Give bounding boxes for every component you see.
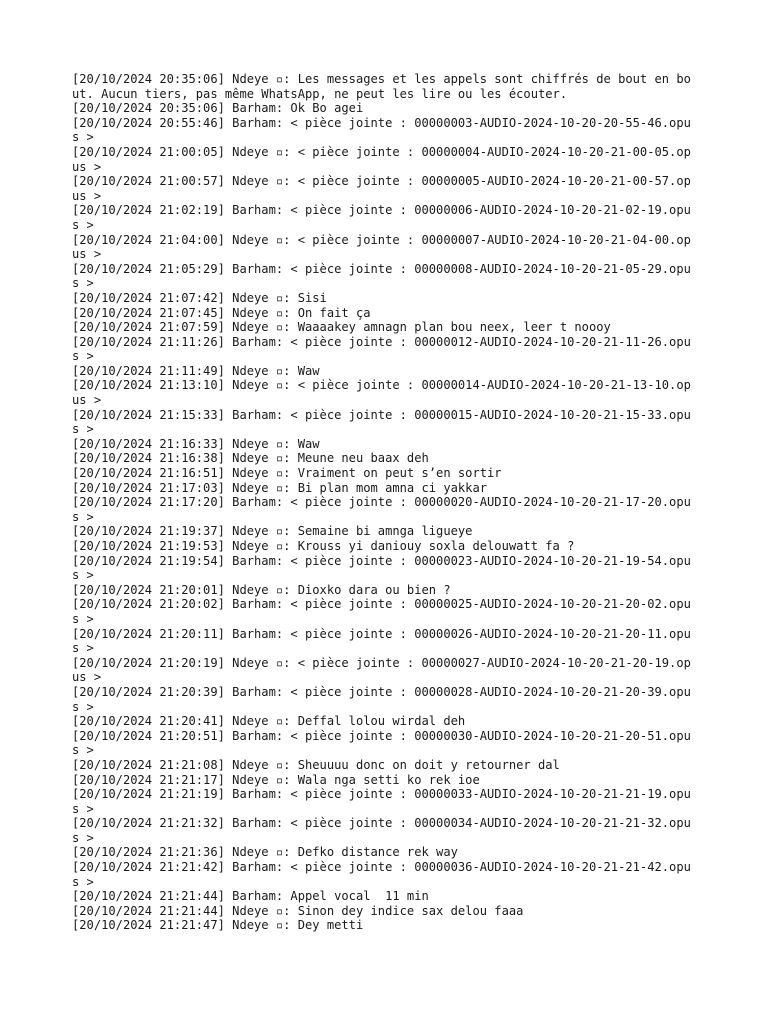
chat-message-line: [20/10/2024 21:11:49] Ndeye ▫: Waw bbox=[72, 363, 320, 378]
chat-message-line: [20/10/2024 21:20:01] Ndeye ▫: Dioxko dara ou bien ? bbox=[72, 582, 451, 597]
chat-message-line: [20/10/2024 21:17:03] Ndeye ▫: Bi plan mom amna ci yakkar bbox=[72, 480, 488, 495]
chat-message-line: [20/10/2024 21:17:20] Barham: < pièce jointe : 00000020-AUDIO-2024-10-20-21-17-20.opus > bbox=[72, 495, 691, 524]
chat-message-line: [20/10/2024 21:21:42] Barham: < pièce jointe : 00000036-AUDIO-2024-10-20-21-21-42.opus > bbox=[72, 860, 691, 889]
chat-message-line: [20/10/2024 21:02:19] Barham: < pièce jointe : 00000006-AUDIO-2024-10-20-21-02-19.opus > bbox=[72, 203, 691, 232]
chat-message-line: [20/10/2024 21:21:47] Ndeye ▫: Dey metti bbox=[72, 918, 364, 933]
chat-message-line: [20/10/2024 21:20:41] Ndeye ▫: Deffal lolou wirdal deh bbox=[72, 714, 466, 729]
chat-message-line: [20/10/2024 20:35:06] Barham: Ok Bo agei bbox=[72, 101, 364, 116]
chat-message-line: [20/10/2024 21:21:44] Barham: Appel vocal 11 min bbox=[72, 889, 429, 904]
chat-message-line: [20/10/2024 20:35:06] Ndeye ▫: Les messages et les appels sont chiffrés de bout en bout. Aucun tiers, pas même WhatsApp, ne peut les lire ou les écouter. bbox=[72, 72, 691, 101]
chat-message-line: [20/10/2024 21:20:19] Ndeye ▫: < pièce jointe : 00000027-AUDIO-2024-10-20-21-20-19.opus > bbox=[72, 655, 691, 685]
chat-message-line: [20/10/2024 21:07:59] Ndeye ▫: Waaaakey amnagn plan bou neex, leer t noooy bbox=[72, 320, 611, 335]
chat-message-line: [20/10/2024 21:04:00] Ndeye ▫: < pièce jointe : 00000007-AUDIO-2024-10-20-21-04-00.opus > bbox=[72, 232, 691, 262]
chat-log bbox=[72, 72, 697, 933]
chat-message-line: [20/10/2024 21:20:51] Barham: < pièce jointe : 00000030-AUDIO-2024-10-20-21-20-51.opus > bbox=[72, 728, 691, 758]
chat-message-line: [20/10/2024 21:16:38] Ndeye ▫: Meune neu baax deh bbox=[72, 451, 429, 466]
chat-message-line: [20/10/2024 21:00:05] Ndeye ▫: < pièce jointe : 00000004-AUDIO-2024-10-20-21-00-05.opus > bbox=[72, 144, 691, 174]
chat-message-line: [20/10/2024 20:55:46] Barham: < pièce jointe : 00000003-AUDIO-2024-10-20-20-55-46.opus > bbox=[72, 115, 691, 145]
chat-message-line: [20/10/2024 21:19:54] Barham: < pièce jointe : 00000023-AUDIO-2024-10-20-21-19-54.opus > bbox=[72, 553, 691, 583]
chat-message-line: [20/10/2024 21:16:33] Ndeye ▫: Waw bbox=[72, 436, 320, 451]
chat-message-line: [20/10/2024 21:21:17] Ndeye ▫: Wala nga setti ko rek ioe bbox=[72, 772, 480, 787]
chat-message-line: [20/10/2024 21:19:37] Ndeye ▫: Semaine bi amnga ligueye bbox=[72, 524, 473, 539]
chat-message-line: [20/10/2024 21:07:42] Ndeye ▫: Sisi bbox=[72, 290, 327, 305]
chat-message-line: [20/10/2024 21:11:26] Barham: < pièce jointe : 00000012-AUDIO-2024-10-20-21-11-26.opus > bbox=[72, 334, 691, 364]
chat-message-line: [20/10/2024 21:05:29] Barham: < pièce jointe : 00000008-AUDIO-2024-10-20-21-05-29.opus > bbox=[72, 261, 691, 291]
chat-message-line: [20/10/2024 21:21:32] Barham: < pièce jointe : 00000034-AUDIO-2024-10-20-21-21-32.opus > bbox=[72, 816, 691, 845]
chat-message-line: [20/10/2024 21:00:57] Ndeye ▫: < pièce jointe : 00000005-AUDIO-2024-10-20-21-00-57.opus > bbox=[72, 174, 691, 203]
chat-message-line: [20/10/2024 21:21:19] Barham: < pièce jointe : 00000033-AUDIO-2024-10-20-21-21-19.opus > bbox=[72, 787, 691, 816]
chat-message-line: [20/10/2024 21:21:44] Ndeye ▫: Sinon dey indice sax delou faaa bbox=[72, 903, 524, 918]
chat-message-line: [20/10/2024 21:19:53] Ndeye ▫: Krouss yi daniouy soxla delouwatt fa ? bbox=[72, 539, 575, 553]
chat-message-line: [20/10/2024 21:20:11] Barham: < pièce jointe : 00000026-AUDIO-2024-10-20-21-20-11.opus > bbox=[72, 626, 691, 656]
chat-message-line: [20/10/2024 21:20:39] Barham: < pièce jointe : 00000028-AUDIO-2024-10-20-21-20-39.opus > bbox=[72, 684, 691, 714]
chat-message-line: [20/10/2024 21:21:08] Ndeye ▫: Sheuuuu donc on doit y retourner dal bbox=[72, 757, 560, 772]
chat-message-line: [20/10/2024 21:20:02] Barham: < pièce jointe : 00000025-AUDIO-2024-10-20-21-20-02.opus > bbox=[72, 597, 691, 626]
chat-message-line: [20/10/2024 21:07:45] Ndeye ▫: On fait ça bbox=[72, 305, 371, 320]
chat-message-line: [20/10/2024 21:15:33] Barham: < pièce jointe : 00000015-AUDIO-2024-10-20-21-15-33.opus > bbox=[72, 407, 691, 437]
chat-message-line: [20/10/2024 21:21:36] Ndeye ▫: Defko distance rek way bbox=[72, 845, 458, 860]
chat-message-line: [20/10/2024 21:13:10] Ndeye ▫: < pièce jointe : 00000014-AUDIO-2024-10-20-21-13-10.opus > bbox=[72, 378, 691, 408]
chat-message-line: [20/10/2024 21:16:51] Ndeye ▫: Vraiment on peut s’en sortir bbox=[72, 466, 502, 481]
